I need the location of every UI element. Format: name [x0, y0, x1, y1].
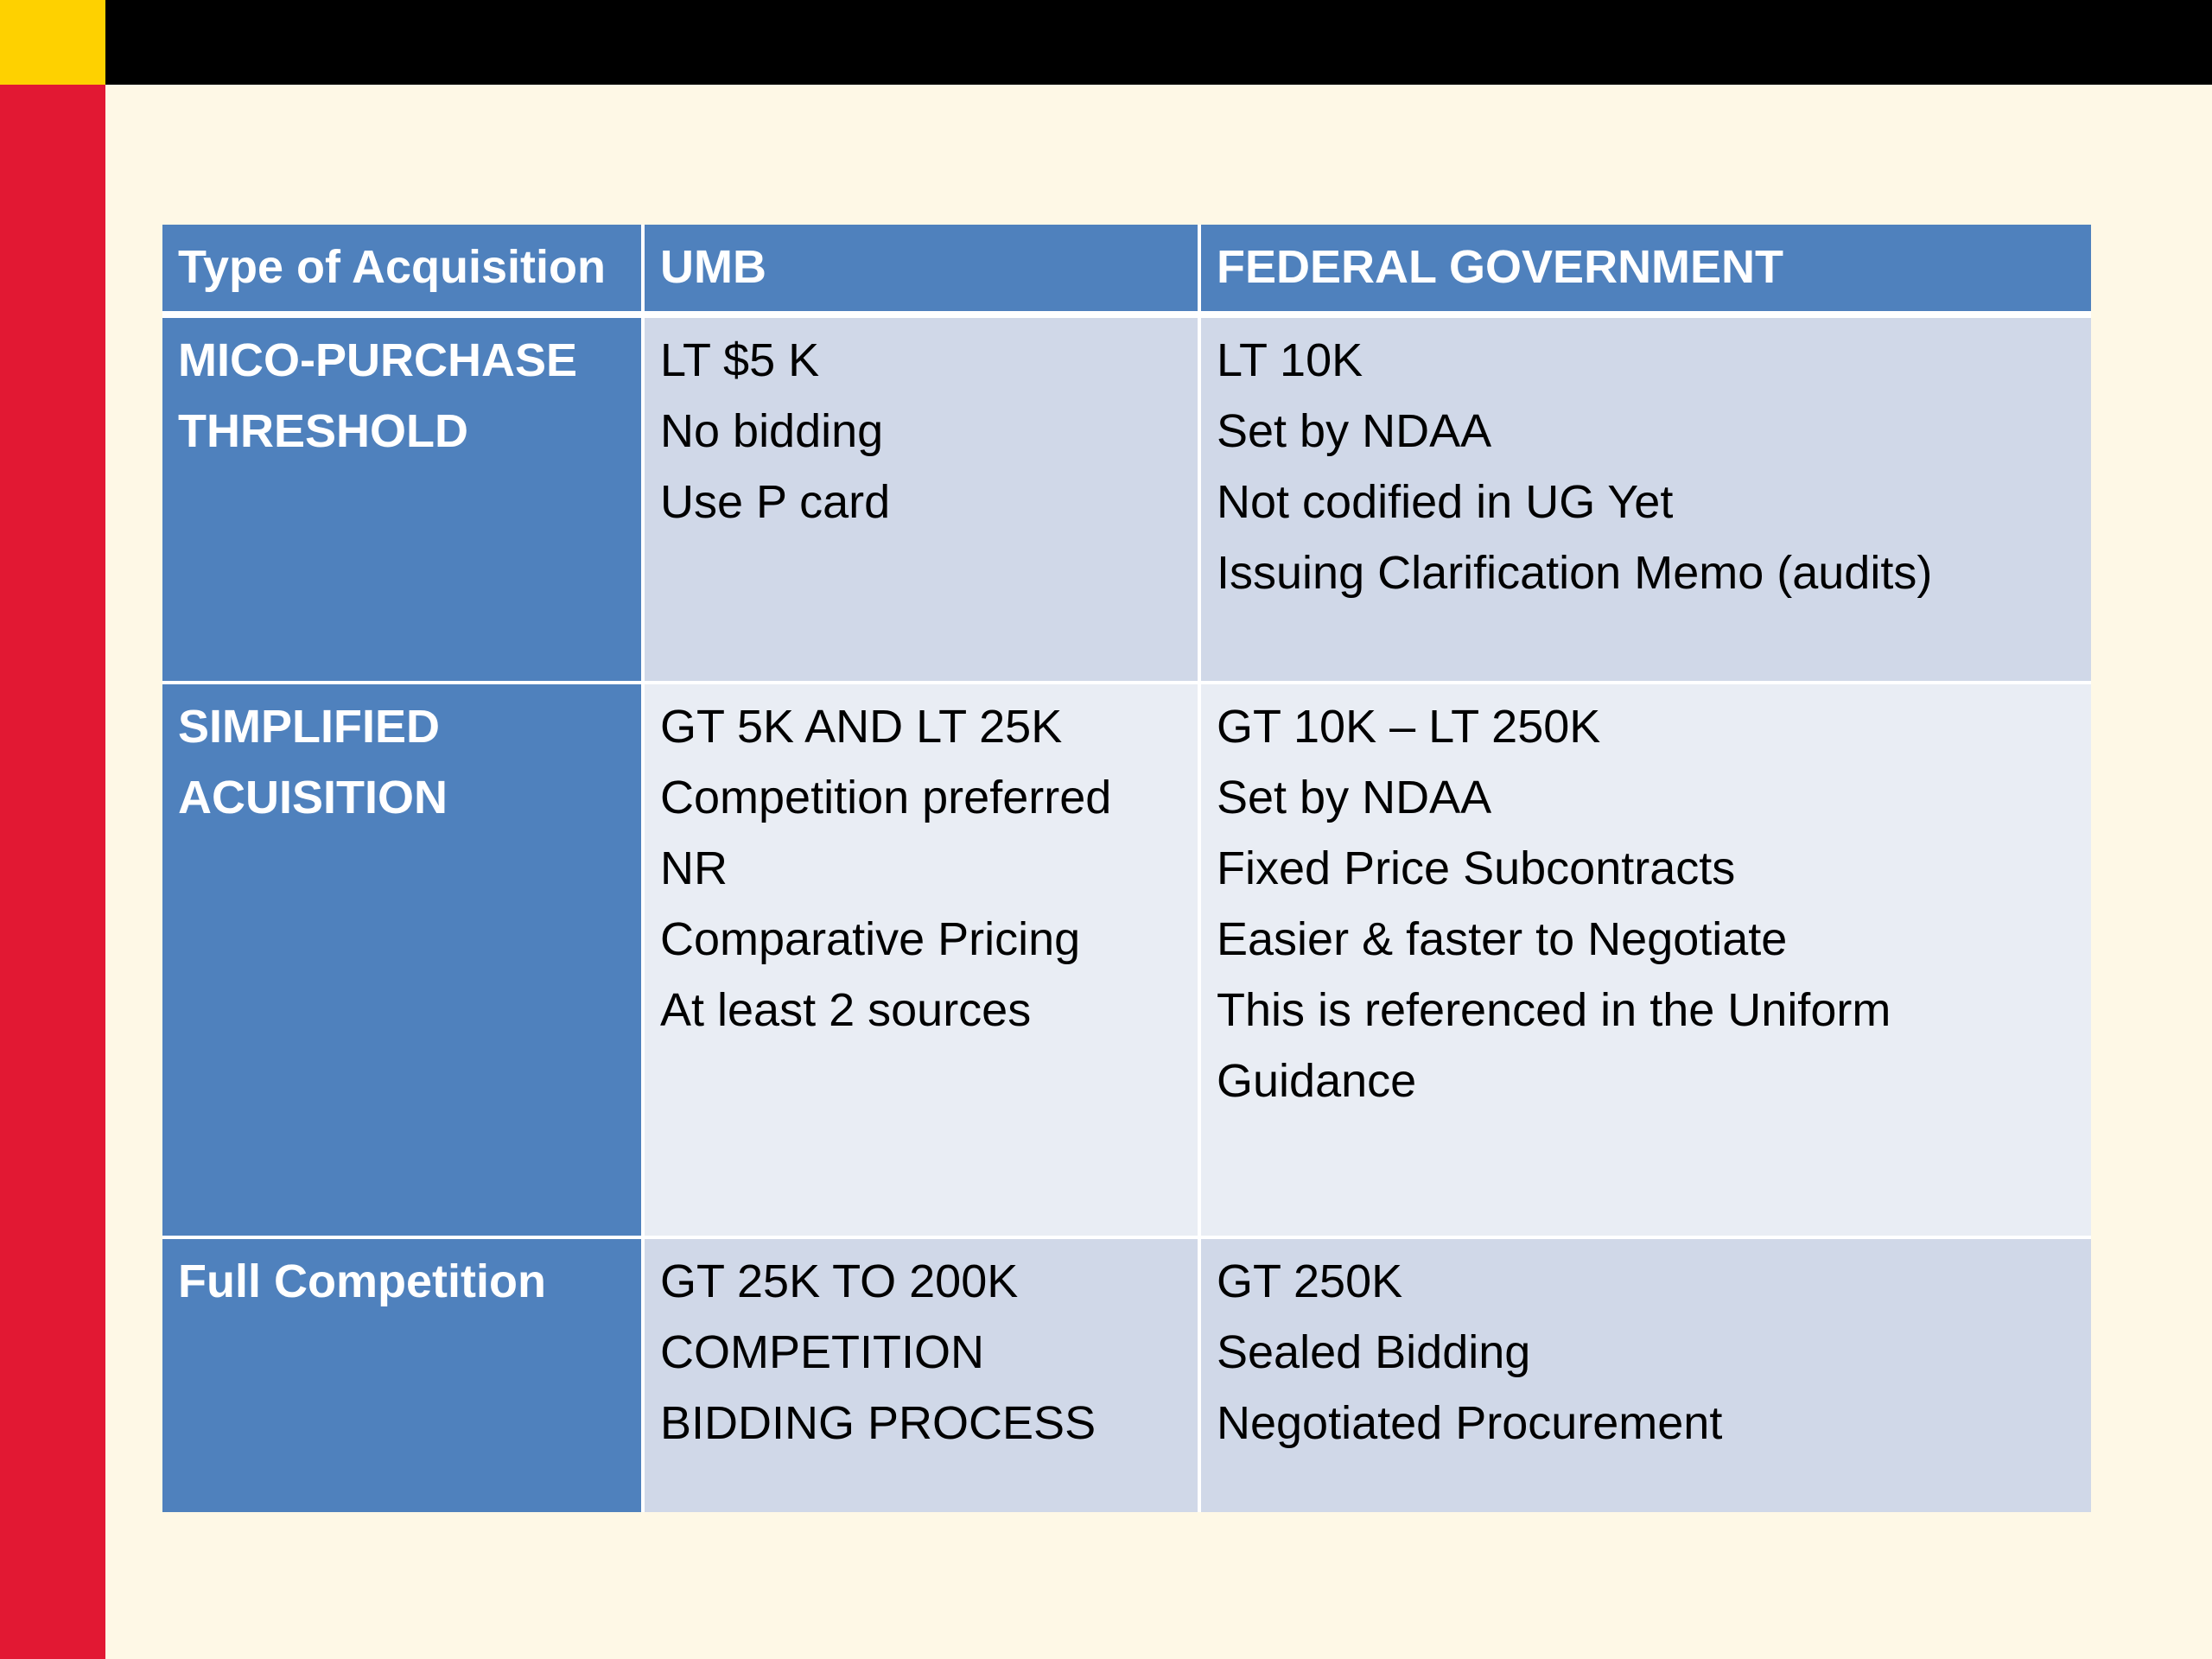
row-label-line: MICO-PURCHASE — [178, 334, 578, 386]
left-accent-bar — [0, 85, 105, 1659]
header-type-of-acquisition: Type of Acquisition — [162, 225, 643, 315]
federal-cell — [1199, 683, 2091, 1237]
umb-line: GT 5K AND LT 25K — [660, 701, 1063, 753]
umb-line: COMPETITION — [660, 1326, 984, 1378]
umb-line: LT $5 K — [660, 334, 820, 386]
header-umb: UMB — [643, 225, 1199, 315]
table-row-full-competition — [162, 1237, 2091, 1512]
umb-line: No bidding — [660, 405, 884, 457]
row-label-line: SIMPLIFIED — [178, 701, 441, 753]
umb-line: NR — [660, 842, 728, 894]
federal-line: Set by NDAA — [1217, 405, 1492, 457]
federal-line: Easier & faster to Negotiate — [1217, 913, 1788, 965]
table-row-micro-purchase — [162, 315, 2091, 683]
header-federal-government: FEDERAL GOVERNMENT — [1199, 225, 2091, 315]
federal-line: Fixed Price Subcontracts — [1217, 842, 1736, 894]
umb-line: GT 25K TO 200K — [660, 1255, 1019, 1307]
umb-cell — [643, 315, 1199, 683]
row-label-cell — [162, 315, 643, 683]
acquisition-comparison-table — [162, 225, 2091, 1512]
federal-line: This is referenced in the Uniform Guidance — [1217, 984, 1891, 1107]
row-label-line: ACUISITION — [178, 772, 448, 823]
row-label-cell — [162, 1237, 643, 1512]
federal-line: LT 10K — [1217, 334, 1363, 386]
umb-line: BIDDING PROCESS — [660, 1397, 1096, 1449]
umb-cell — [643, 683, 1199, 1237]
federal-cell — [1199, 315, 2091, 683]
corner-accent-block — [0, 0, 105, 85]
federal-line: Set by NDAA — [1217, 772, 1492, 823]
federal-line: Negotiated Procurement — [1217, 1397, 1723, 1449]
umb-line: Use P card — [660, 476, 891, 528]
umb-cell — [643, 1237, 1199, 1512]
top-banner-bar — [105, 0, 2212, 85]
federal-line: Sealed Bidding — [1217, 1326, 1531, 1378]
row-label-cell — [162, 683, 643, 1237]
row-label-line: Full Competition — [178, 1255, 546, 1307]
federal-line: GT 10K – LT 250K — [1217, 701, 1601, 753]
umb-line: Comparative Pricing — [660, 913, 1081, 965]
federal-line: Issuing Clarification Memo (audits) — [1217, 547, 1933, 599]
row-label-line: THRESHOLD — [178, 405, 468, 457]
federal-line: Not codified in UG Yet — [1217, 476, 1674, 528]
federal-line: GT 250K — [1217, 1255, 1403, 1307]
umb-line: At least 2 sources — [660, 984, 1032, 1036]
table-row-simplified-acquisition — [162, 683, 2091, 1237]
umb-line: Competition preferred — [660, 772, 1112, 823]
table-header-row — [162, 225, 2091, 315]
federal-cell — [1199, 1237, 2091, 1512]
